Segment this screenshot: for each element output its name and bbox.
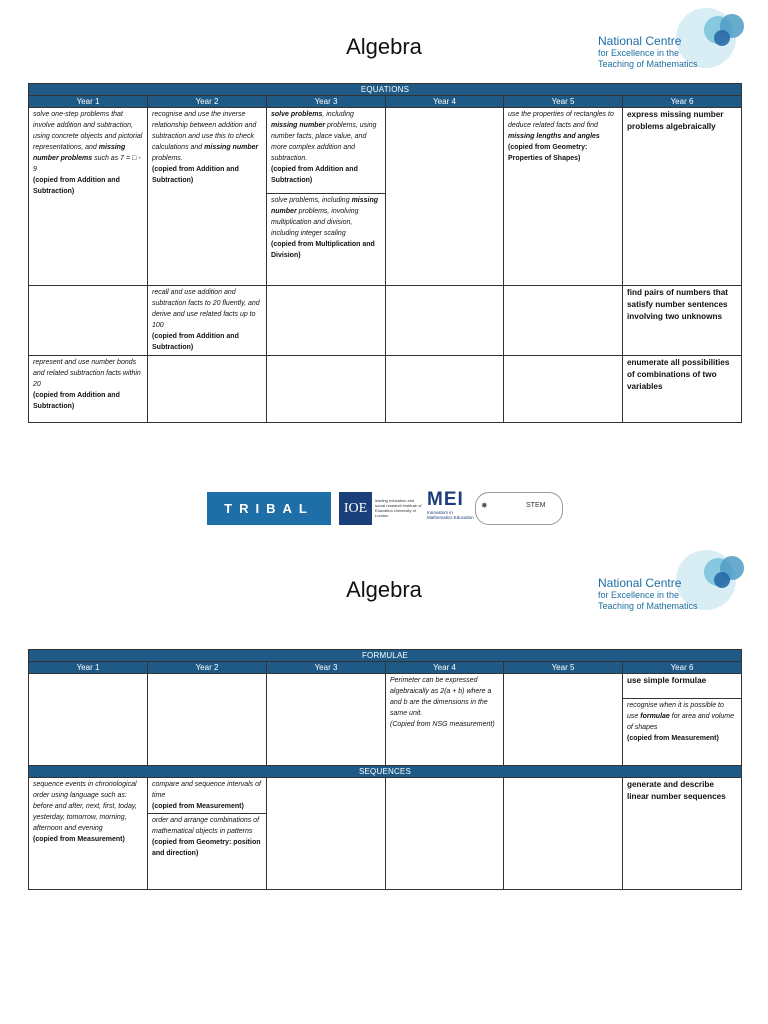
cell-y2: compare and sequence intervals of time (copied from Measurement) order and arrange combinations of mathematical objects in patterns (copied from Geometry: position and direction) [148,778,267,890]
page-title: Algebra [346,577,422,602]
year-header: Year 6 [623,662,742,674]
section-header-sequences: SEQUENCES [29,766,742,778]
star-icon: ✸ [481,501,488,510]
cell-y5 [504,286,623,356]
logo-text: National Centre for Excellence in the Teaching of Mathematics [598,34,698,69]
cell-y6: enumerate all possibilities of combinations of two variables [623,356,742,423]
cell-y6: find pairs of numbers that satisfy number sentences involving two unknowns [623,286,742,356]
year-header: Year 4 [386,662,504,674]
cell-y3 [267,356,386,423]
section-header-equations: EQUATIONS [29,84,742,96]
year-header: Year 1 [29,662,148,674]
cell-y6: generate and describe linear number sequences [623,778,742,890]
cell-y1 [29,286,148,356]
cell-y1: sequence events in chronological order using language such as: before and after, next, first, today, yesterday, tomorrow, morning, afternoon and evening (copied from Measurement) [29,778,148,890]
cell-y4 [386,778,504,890]
ncetm-logo [598,4,748,72]
year-header: Year 6 [623,96,742,108]
cell-y6: use simple formulae recognise when it is possible to use formulae for area and volume of shapes (copied from Measurement) [623,674,742,766]
cell-y3 [267,674,386,766]
cell-y6: express missing number problems algebraically [623,108,742,286]
year-header: Year 2 [148,662,267,674]
formulae-sequences-table [28,649,742,890]
tribal-logo: TRIBAL [207,492,331,525]
cell-y4 [386,356,504,423]
stem-logo: ✸ STEM [475,492,563,525]
cell-y4 [386,286,504,356]
cell-y2: recall and use addition and subtraction facts to 20 fluently, and derive and use related facts up to 100 (copied from Addition and Subtraction) [148,286,267,356]
cell-y1: represent and use number bonds and related subtraction facts within 20 (copied from Addition and Subtraction) [29,356,148,423]
cell-y3 [267,286,386,356]
section-header-formulae: FORMULAE [29,650,742,662]
cell-y1: solve one-step problems that involve addition and subtraction, using concrete objects and pictorial representations, and missing number problems such as 7 = □ - 9 (copied from Addition and Subtraction) [29,108,148,286]
cell-y4: Perimeter can be expressed algebraically as 2(a + b) where a and b are the dimensions in the same unit. (Copied from NSG measurement) [386,674,504,766]
cell-y5 [504,356,623,423]
year-header: Year 5 [504,662,623,674]
year-header: Year 3 [267,96,386,108]
cell-y2 [148,356,267,423]
cell-y1 [29,674,148,766]
year-header: Year 4 [386,96,504,108]
year-header: Year 5 [504,96,623,108]
year-header: Year 3 [267,662,386,674]
cell-y3: solve problems, including missing number problems, using number facts, place value, and more complex addition and subtraction. (copied from Addition and Subtraction) solve problems, including missing number problems, involving multiplication and division, including integer scaling (copied from Multiplication and Division) [267,108,386,286]
ioe-logo: IOE leading education and social research Institute of Education University of London [339,492,423,525]
cell-y4 [386,108,504,286]
cell-y3 [267,778,386,890]
cell-y5 [504,778,623,890]
cell-y2: recognise and use the inverse relationship between addition and subtraction and use this to check calculations and missing number problems. (copied from Addition and Subtraction) [148,108,267,286]
cell-y5: use the properties of rectangles to deduce related facts and find missing lengths and angles (copied from Geometry: Properties of Shapes) [504,108,623,286]
year-header: Year 2 [148,96,267,108]
year-header: Year 1 [29,96,148,108]
ncetm-logo [598,546,748,614]
cell-y5 [504,674,623,766]
equations-table [28,83,742,423]
page-title: Algebra [346,34,422,59]
mei-logo: MEI Innovators in Mathematics Education [427,489,474,520]
cell-y2 [148,674,267,766]
logo-text: National Centre for Excellence in the Teaching of Mathematics [598,576,698,611]
